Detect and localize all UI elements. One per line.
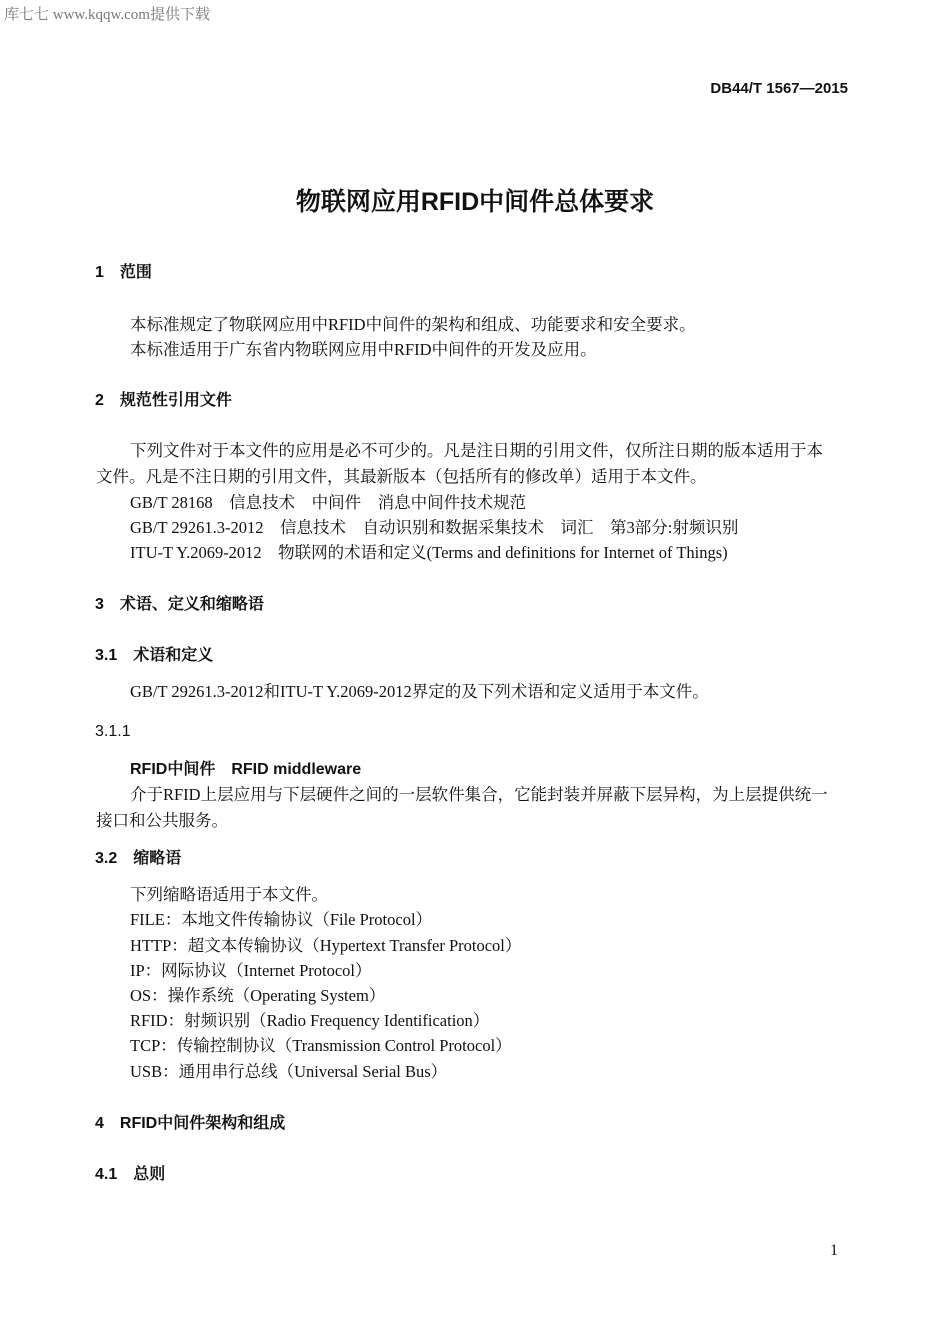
reference-item: GB/T 28168 信息技术 中间件 消息中间件技术规范 (130, 493, 527, 512)
abbreviation-item: TCP：传输控制协议（Transmission Control Protocol） (130, 1036, 512, 1055)
section-3-1-heading: 3.1 术语和定义 (95, 647, 214, 664)
abbreviation-item: HTTP：超文本传输协议（Hypertext Transfer Protocol） (130, 936, 522, 955)
abbreviation-item: IP：网际协议（Internet Protocol） (130, 961, 372, 980)
abbreviation-item: RFID：射频识别（Radio Frequency Identification） (130, 1011, 490, 1030)
page-title: 物联网应用RFID中间件总体要求 (295, 188, 655, 216)
paragraph: GB/T 29261.3-2012和ITU-T Y.2069-2012界定的及下列术语和定义适用于本文件。 (130, 682, 709, 701)
paragraph: 本标准适用于广东省内物联网应用中RFID中间件的开发及应用。 (130, 340, 597, 359)
section-2-heading: 2 规范性引用文件 (95, 392, 232, 409)
paragraph: 下列文件对于本文件的应用是必不可少的。凡是注日期的引用文件，仅所注日期的版本适用于本 (130, 441, 823, 460)
paragraph: 下列缩略语适用于本文件。 (130, 885, 328, 904)
abbreviation-item: USB：通用串行总线（Universal Serial Bus） (130, 1062, 448, 1081)
watermark: 库七七 www.kqqw.com提供下载 (4, 7, 210, 23)
definition: 接口和公共服务。 (96, 811, 228, 830)
document-code: DB44/T 1567—2015 (710, 80, 848, 97)
abbreviation-item: OS：操作系统（Operating System） (130, 986, 386, 1005)
paragraph: 文件。凡是不注日期的引用文件，其最新版本（包括所有的修改单）适用于本文件。 (96, 467, 707, 486)
reference-item: GB/T 29261.3-2012 信息技术 自动识别和数据采集技术 词汇 第3部分:射频识别 (130, 518, 739, 537)
section-3-heading: 3 术语、定义和缩略语 (95, 596, 264, 613)
reference-item: ITU-T Y.2069-2012 物联网的术语和定义(Terms and definitions for Internet of Things) (130, 543, 728, 562)
section-1-heading: 1 范围 (95, 264, 152, 281)
section-3-1-1-heading: 3.1.1 (95, 723, 131, 740)
definition: 介于RFID上层应用与下层硬件之间的一层软件集合，它能封装并屏蔽下层异构，为上层提供统一 (130, 785, 828, 804)
abbreviation-item: FILE：本地文件传输协议（File Protocol） (130, 910, 433, 929)
paragraph: 本标准规定了物联网应用中RFID中间件的架构和组成、功能要求和安全要求。 (130, 315, 696, 334)
section-4-heading: 4 RFID中间件架构和组成 (95, 1115, 286, 1132)
section-4-1-heading: 4.1 总则 (95, 1166, 166, 1183)
term: RFID中间件 RFID middleware (130, 761, 362, 778)
section-3-2-heading: 3.2 缩略语 (95, 850, 182, 867)
page-number: 1 (830, 1242, 838, 1259)
